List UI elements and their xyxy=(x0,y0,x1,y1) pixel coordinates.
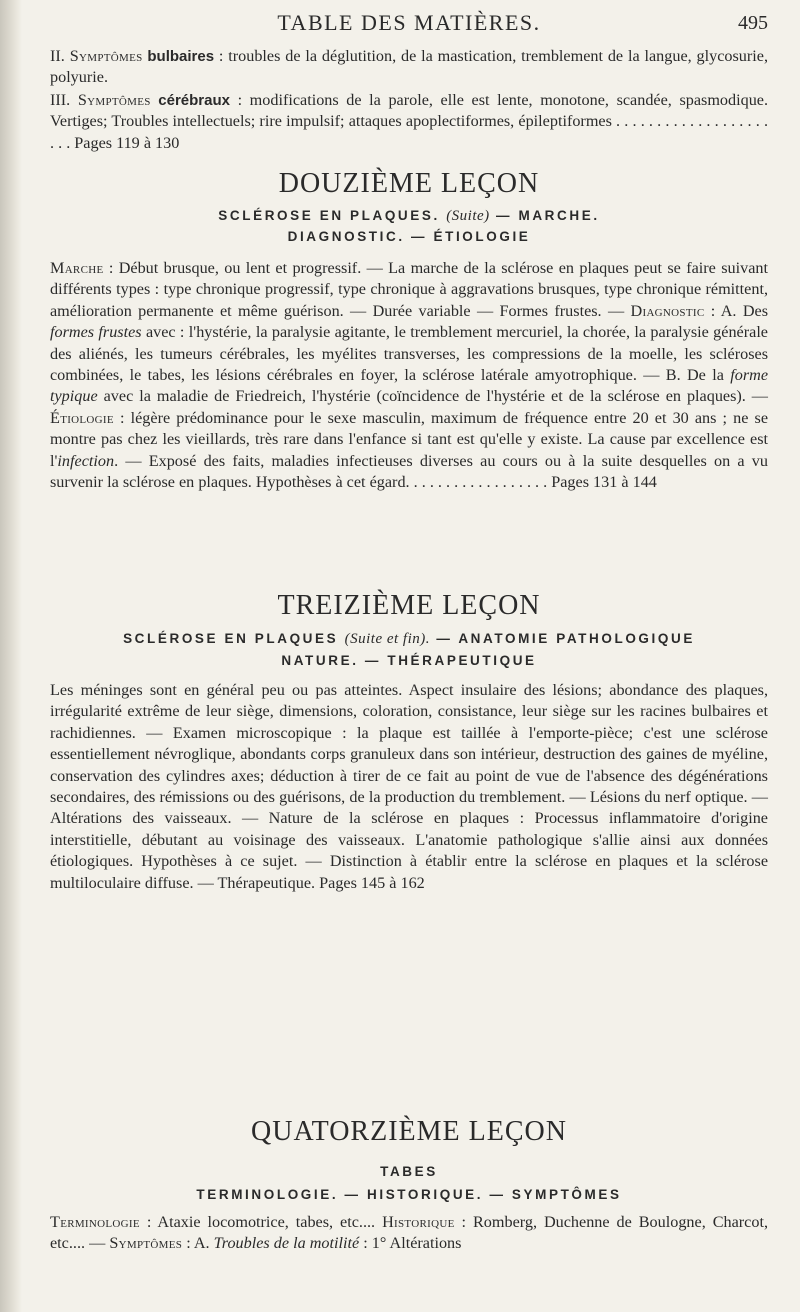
running-head xyxy=(50,10,768,40)
lesson-12-subtitle-1 xyxy=(50,206,768,226)
lesson-12-summary xyxy=(50,258,768,493)
section-label: Symptômes xyxy=(109,1234,183,1253)
entry-symptomes-cerebraux xyxy=(50,90,768,154)
entry-text: : modifications de la parole, elle est lente, monotone, scandée, spasmodique. Vertiges; Troubles intellectuels; rire impulsif; attaques apoplectiformes, épileptiformes . . . . . . . . . . . . . . . . . . . . . . xyxy=(50,91,769,152)
page-binding-shadow xyxy=(0,0,22,1312)
section-label: Étiologie xyxy=(50,408,114,427)
italic-term: formes frustes xyxy=(50,323,142,342)
running-title: TABLE DES MATIÈRES. xyxy=(277,10,541,35)
lesson-12-subtitle-2: DIAGNOSTIC. — ÉTIOLOGIE xyxy=(287,229,531,244)
italic-term: Troubles de la motilité xyxy=(213,1234,360,1253)
subtitle-italic: (Suite et fin). xyxy=(344,631,431,647)
pages-reference: Pages 145 à 162 xyxy=(319,873,425,892)
entry-label: Symptômes xyxy=(77,91,151,109)
section-label: Historique xyxy=(382,1213,455,1231)
subtitle-part: SCLÉROSE EN PLAQUES xyxy=(123,631,339,646)
summary-text: Les méninges sont en général peu ou pas atteintes. Aspect insulaire des lésions; abondance des plaques, irrégularité extrême de leur siège, dimensions, coloration, consistance, leur siège sur les racines bulbaires et rachidiennes. — Examen microscopique : la plaque est taillée à l'emporte-pièce; c'est une sclérose essentiellement névroglique, abondants corps granuleux dans son intérieur, destruction des gaines de myéline, conservation des cylindres axes; déduction à tirer de ce fait au point de vue de l'absence des dégénérations secondaires, des rémissions ou des guérisons, de la production du tremblement. — Lésions du nerf optique. — Altérations des vaisseaux. — Nature de la sclérose en plaques : Processus inflammatoire d'origine interstitielle, débutant au voisinage des vaisseaux. L'anatomie pathologique s'allie ainsi aux données étiologiques. Hypothèses à ce sujet. — Distinction à établir entre la sclérose en plaques et la sclérose multiloculaire diffuse. — Thérapeutique. xyxy=(50,681,768,892)
summary-text: : Ataxie locomotrice, tabes, etc.... xyxy=(139,1213,383,1231)
summary-text: . — Exposé des faits, maladies infectieuses diverses au cours ou à la suite desquelles on a vu survenir la sclérose en plaques. Hypothèses à cet égard. . . . . . . . . . . . . . . . . . xyxy=(50,451,768,492)
summary-text: : légère prédominance pour le sexe masculin, maximum de fréquence entre 20 et 30 ans ; ne se montre pas chez les vieillards, très rare dans l'enfance si tant est qu'elle y existe. La cause par excellence est l' xyxy=(50,408,768,470)
summary-text: : Début brusque, ou lent et progressif. — La marche de la sclérose en plaques peut se faire suivant différents types : type chronique progressif, type chronique à aggravations brusques, type chronique rémittent, amélioration permanente et même guérison. — Durée variable — Formes frustes. — xyxy=(50,259,768,320)
summary-text: : A. xyxy=(182,1234,214,1253)
summary-text: : A. Des xyxy=(704,301,769,320)
summary-text: : 1° Altérations xyxy=(359,1234,462,1253)
entry-symptomes-bulbaires xyxy=(50,46,768,89)
lesson-14-subtitle-2: TERMINOLOGIE. — HISTORIQUE. — SYMPTÔMES xyxy=(196,1187,622,1202)
italic-term: infection xyxy=(57,451,115,470)
section-label: Diagnostic xyxy=(630,301,705,320)
subtitle-italic: (Suite) xyxy=(446,208,490,224)
lesson-13-summary xyxy=(50,680,768,894)
pages-reference: Pages 131 à 144 xyxy=(551,473,657,492)
entry-bold-term: cérébraux xyxy=(158,92,230,109)
subtitle-part: — ANATOMIE PATHOLOGIQUE xyxy=(436,631,695,646)
lesson-12-title: DOUZIÈME LEÇON xyxy=(278,168,540,199)
entry-number: II. xyxy=(50,47,65,65)
page-number: 495 xyxy=(738,12,768,34)
book-page xyxy=(50,0,768,1312)
entry-label: Symptômes xyxy=(69,47,143,65)
section-label: Marche xyxy=(50,259,104,277)
subtitle-part: SCLÉROSE EN PLAQUES. xyxy=(218,208,440,223)
entry-text: : troubles de la déglutition, de la mastication, tremblement de la langue, glycosurie, polyurie. xyxy=(50,47,769,87)
summary-text: avec : l'hystérie, la paralysie agitante, le tremblement mercuriel, la chorée, la paralysie générale des aliénés, les tumeurs cérébrales, les myélites transverses, les compressions de la moelle, les scléroses combinées, le tabes, les lésions cérébrales en foyer, la sclérose latérale amyotrophique. — B. De la xyxy=(50,323,768,385)
lesson-13-title: TREIZIÈME LEÇON xyxy=(277,590,541,621)
lesson-14-title: QUATORZIÈME LEÇON xyxy=(251,1116,567,1147)
entry-bold-term: bulbaires xyxy=(147,48,215,65)
pages-reference: Pages 119 à 130 xyxy=(74,133,180,152)
entry-number: III. xyxy=(50,91,71,109)
lesson-14-summary xyxy=(50,1212,768,1255)
summary-text: : Romberg, Duchenne de Boulogne, Charcot, etc.... — xyxy=(50,1213,768,1253)
lesson-13-subtitle-1 xyxy=(50,629,768,649)
summary-text: avec la maladie de Friedreich, l'hystérie (coïncidence de l'hystérie et de la sclérose en plaques). — xyxy=(97,387,768,406)
lesson-13-subtitle-2: NATURE. — THÉRAPEUTIQUE xyxy=(281,653,537,668)
subtitle-part: — MARCHE. xyxy=(496,208,600,223)
italic-term: forme typique xyxy=(50,366,768,406)
lesson-14-subtitle-1: TABES xyxy=(380,1164,438,1179)
section-label: Terminologie xyxy=(50,1213,140,1231)
